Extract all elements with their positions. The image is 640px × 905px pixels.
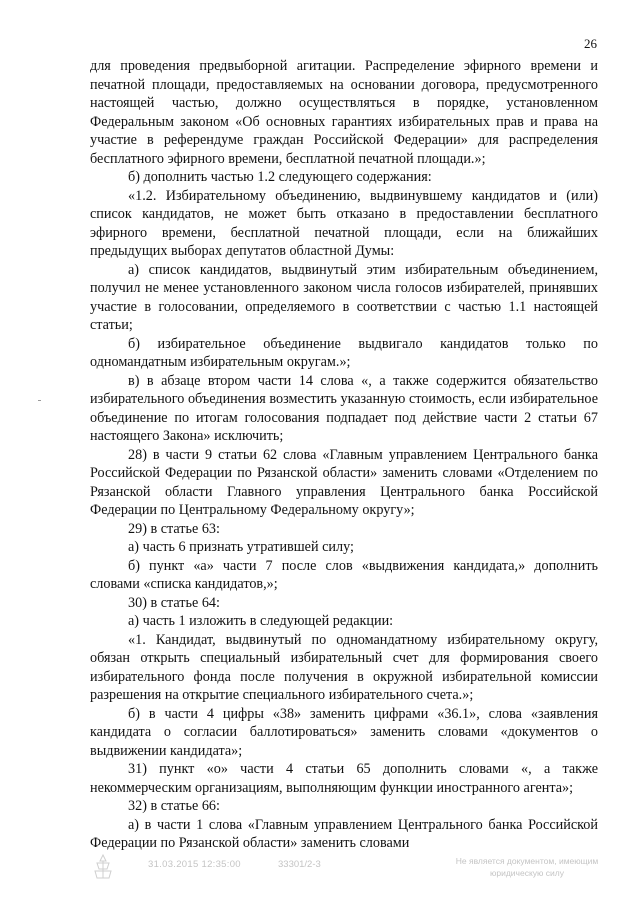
paragraph-item-29: 29) в статье 63: (128, 520, 220, 537)
paragraph-continuation: для проведения предвыборной агитации. Распределение эфирного времени и печатной площади, предоставляемых на основании договора, предусмотренного настоящей частью, должно осуществляться в порядке, установленном Федеральным законом «Об основных гарантиях избирательных прав и права на участие в референдуме граждан Российской Федерации» для распределения бесплатного эфирного времени, бесплатной печатной площади.»; (90, 58, 598, 167)
stamp-icon (92, 853, 114, 881)
paragraph-item-b-add-part: б) дополнить частью 1.2 следующего содержания: (128, 169, 432, 185)
paragraph-part-1-2: «1.2. Избирательному объединению, выдвинувшему кандидатов и (или) список кандидатов, не может быть отказано в предоставлении бесплатного эфирного времени, бесплатной печатной площади, если на ближайших предыдущих выборах депутатов областной Думы: (90, 187, 598, 259)
paragraph-item-31: 31) пункт «о» части 4 статьи 65 дополнить словами «, а также некоммерческим организациям, выполняющим функции иностранного агента»; (90, 761, 598, 796)
footer-note (452, 855, 602, 879)
paragraph-item-29-b: б) пункт «а» части 7 после слов «выдвижения кандидата,» дополнить словами «списка кандидатов,»; (90, 557, 598, 592)
paragraph-item-30: 30) в статье 64: (128, 594, 220, 611)
paragraph-item-28: 28) в части 9 статьи 62 слова «Главным управлением Центрального банка Российской Федерации по Рязанской области» заменить словами «Отделением по Рязанской области Главного управления Центрального банка Российской Федерации по Центральному Федеральному округу»; (90, 446, 598, 518)
paragraph-sub-b: б) избирательное объединение выдвигало кандидатов только по одномандатным избирательным округам.»; (90, 335, 598, 370)
paragraph-item-30-b: б) в части 4 цифры «38» заменить цифрами «36.1», слова «заявления кандидата о согласии баллотироваться» заменить словами «документов о выдвижении кандидата»; (90, 705, 598, 759)
footer-date: 31.03.2015 12:35:00 (148, 859, 241, 870)
paragraph-item-30-a: а) часть 1 изложить в следующей редакции: (128, 613, 394, 629)
paragraph-item-32: 32) в статье 66: (128, 798, 220, 814)
footer-note-line-1: Не является документом, имеющим (455, 856, 599, 866)
paragraph-sub-a: а) список кандидатов, выдвинутый этим избирательным объединением, получил не менее установленного законом числа голосов избирателей, принявших участие в голосовании, определяемого в соответствии с частью 1.1 настоящей статьи; (90, 261, 598, 333)
paragraph-item-29-a: а) часть 6 признать утратившей силу; (128, 539, 354, 555)
footer-note-line-2: юридическую силу (490, 868, 564, 878)
paragraph-part-1-new: «1. Кандидат, выдвинутый по одномандатному избирательному округу, обязан открыть специальный избирательный счет для формирования своего избирательного фонда после получения в окружной избирательной комиссии разрешения на открытие специального избирательного счета.»; (90, 631, 598, 703)
scan-artifact (38, 400, 41, 401)
document-footer (0, 853, 640, 893)
document-body (90, 57, 598, 853)
page-number: 26 (584, 36, 597, 51)
paragraph-item-v: в) в абзаце втором части 14 слова «, а также содержится обязательство избирательного объединения возместить указанную стоимость, если избирательное объединение по итогам голосования подпадает под действие части 2 статьи 67 настоящего Закона» исключить; (90, 372, 598, 444)
footer-code: 33301/2-3 (278, 859, 321, 870)
paragraph-item-32-a: а) в части 1 слова «Главным управлением Центрального банка Российской Федерации по Рязанской области» заменить словами (90, 816, 598, 851)
